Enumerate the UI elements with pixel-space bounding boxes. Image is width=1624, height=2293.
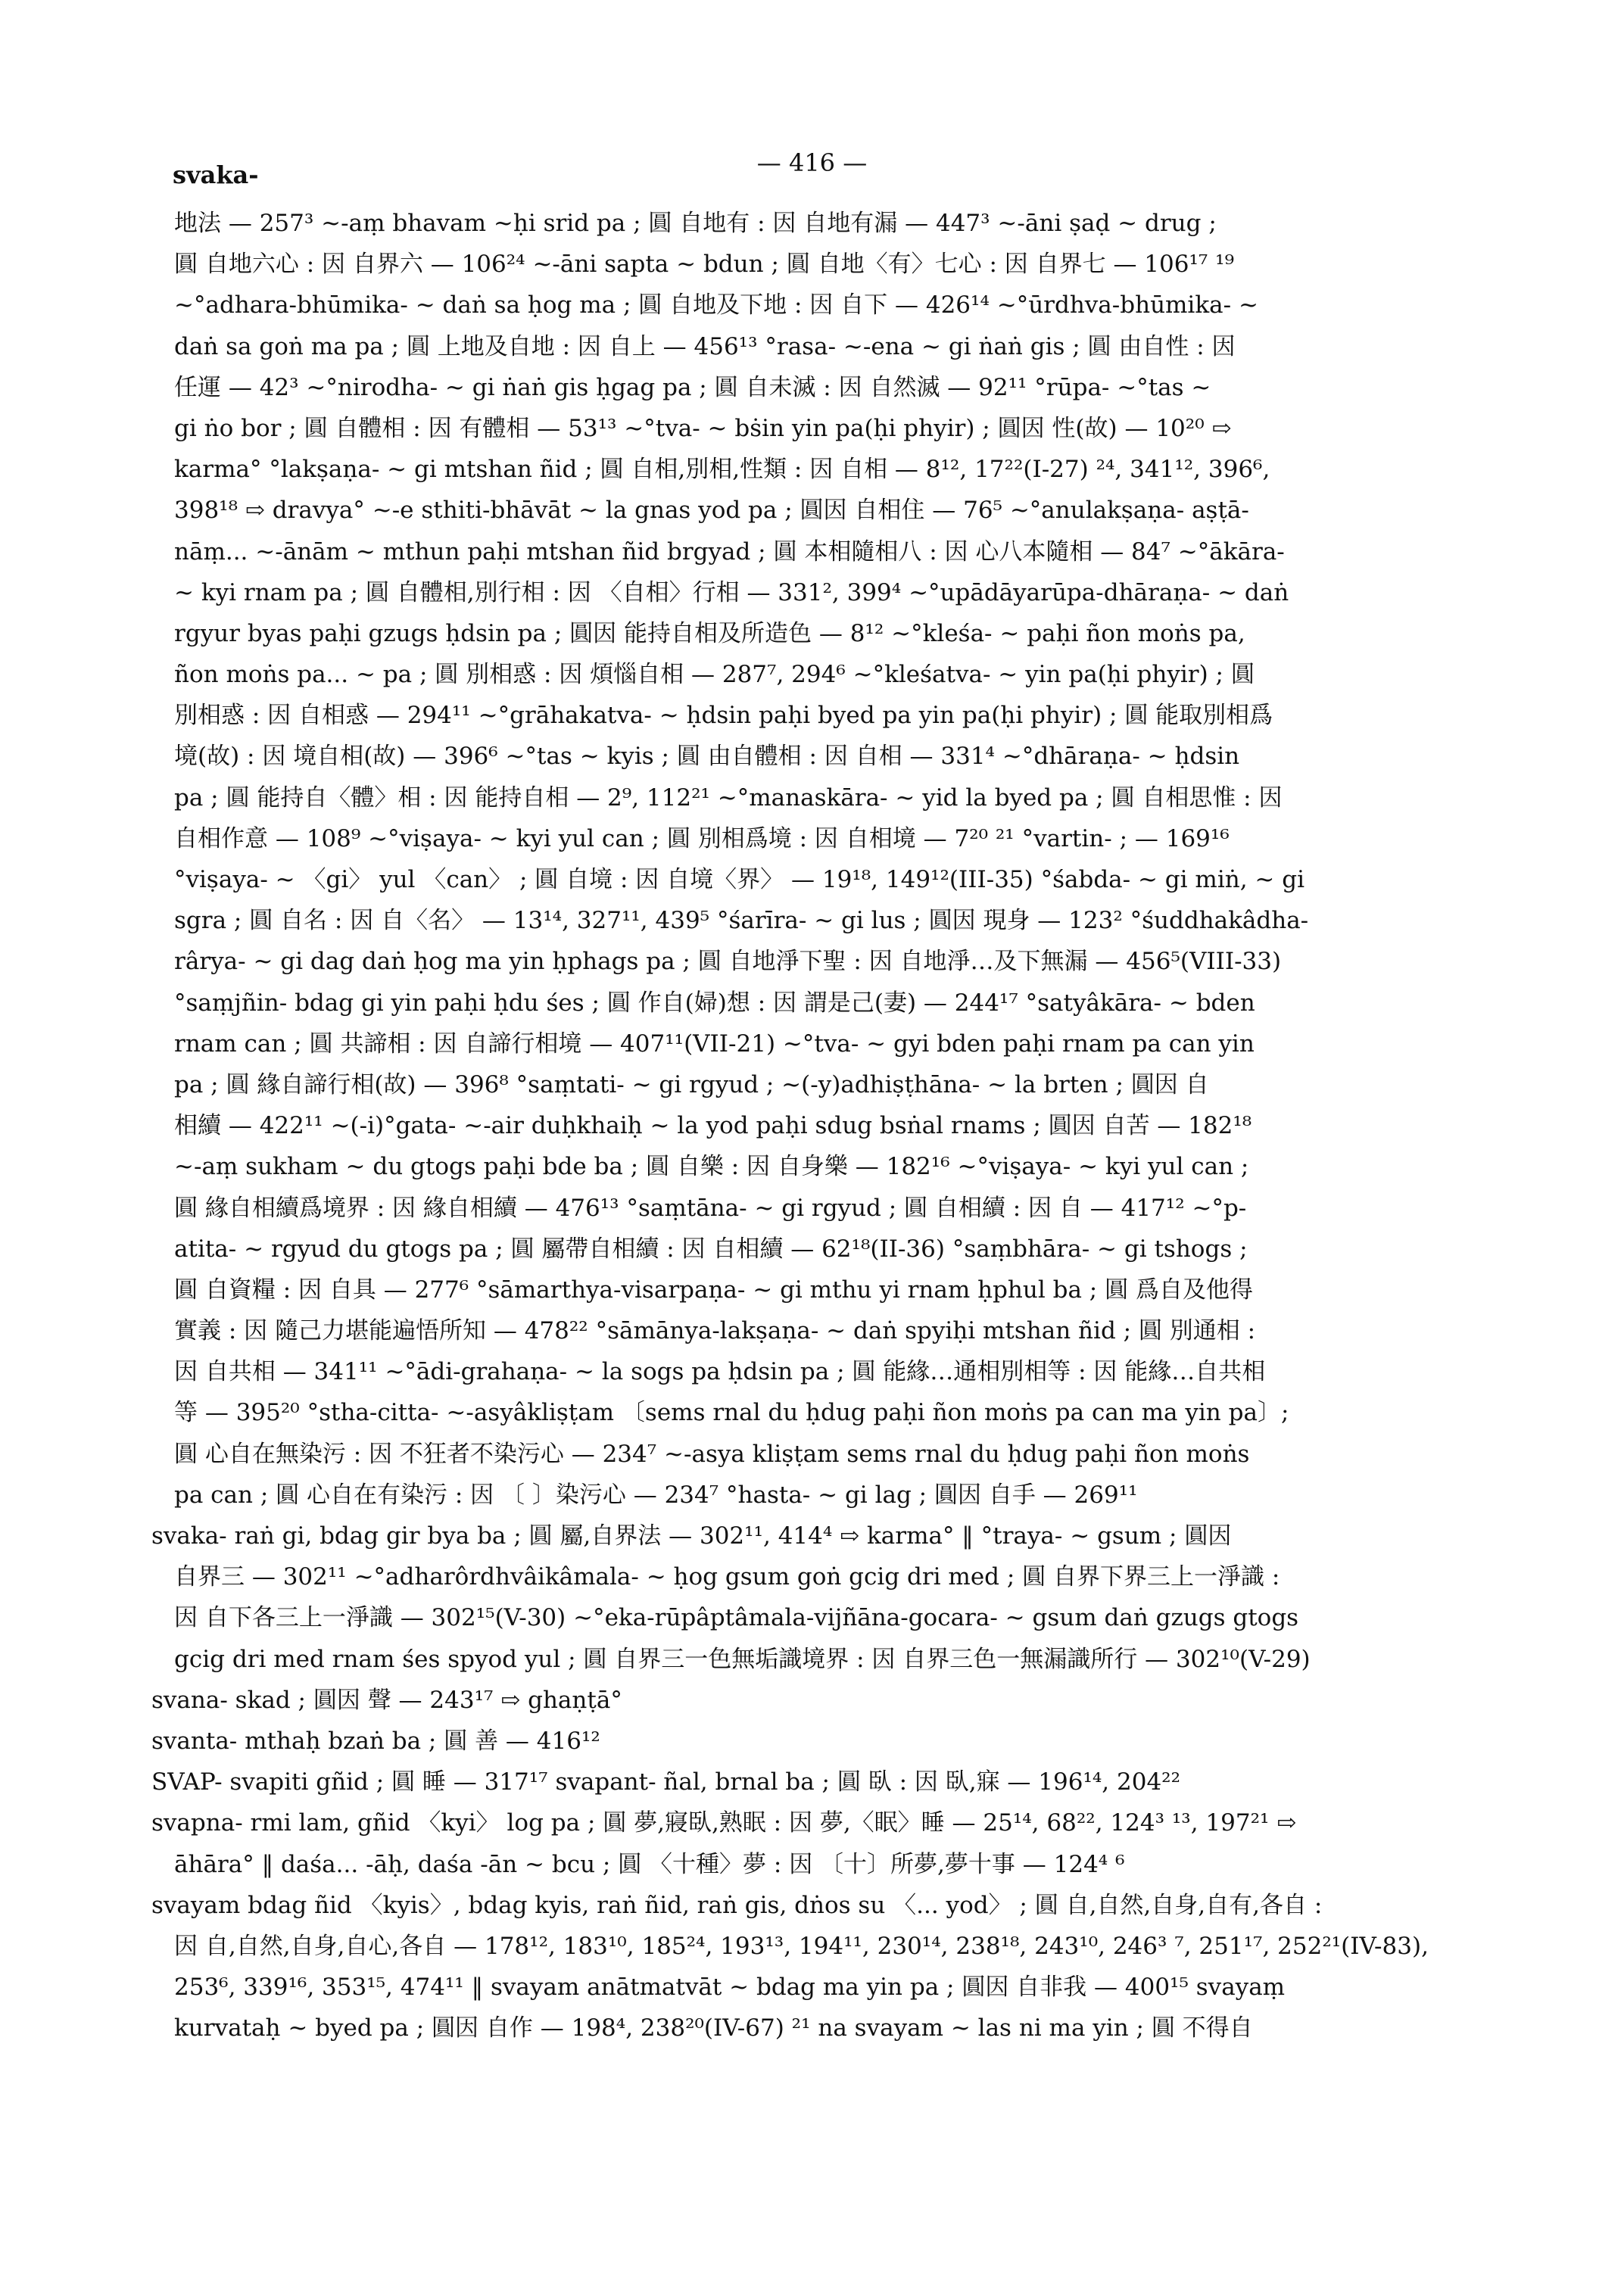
entry-svaka-line: 因 自下各三上一淨識 — 302¹⁵(V-30) ~°eka-rūpâptâmala-vijñāna-gocara- ~ gsum daṅ gzugs gtogs xyxy=(174,1604,1299,1632)
body-line: ~-aṃ sukham ~ du gtogs paḥi bde ba ; 圓 自樂 : 因 自身樂 — 182¹⁶ ~°viṣaya- ~ kyi yul can ; xyxy=(174,1153,1249,1181)
dictionary-body xyxy=(151,203,1499,2048)
body-line: atita- ~ rgyud du gtogs pa ; 圓 屬帶自相續 : 因 自相續 — 62¹⁸(II-36) °saṃbhāra- ~ gi tshogs ; xyxy=(174,1235,1248,1263)
entry-svayam-line: 因 自,自然,自身,自心,各自 — 178¹², 183¹⁰, 185²⁴, 193¹³, 194¹¹, 230¹⁴, 238¹⁸, 243¹⁰, 246³ ⁷, 251¹⁷, 252²¹(IV-83), xyxy=(174,1932,1429,1960)
body-line: rârya- ~ gi dag daṅ ḥog ma yin ḥphags pa ; 圓 自地淨下聖 : 因 自地淨…及下無漏 — 456⁵(VIII-33) xyxy=(174,948,1282,976)
entry-svapna-line: āhāra° ‖ daśa... -āḥ, daśa -ān ~ bcu ; 圓 〈十種〉夢 : 因 〔十〕所夢,夢十事 — 124⁴ ⁶ xyxy=(174,1850,1125,1878)
body-line: 相續 — 422¹¹ ~(-i)°gata- ~-air duḥkhaiḥ ~ la yod paḥi sdug bsṅal rnams ; 圓因 自苦 — 182¹⁸ xyxy=(174,1112,1252,1140)
body-line: nāṃ... ~-ānām ~ mthun paḥi mtshan ñid brgyad ; 圓 本相隨相八 : 因 心八本隨相 — 84⁷ ~°ākāra- xyxy=(174,537,1285,565)
entry-svaka-line: gcig dri med rnam śes spyod yul ; 圓 自界三一色無垢識境界 : 因 自界三色一無漏識所行 — 302¹⁰(V-29) xyxy=(174,1645,1311,1673)
body-line: 圓 自地六心 : 因 自界六 — 106²⁴ ~-āni sapta ~ bdun ; 圓 自地〈有〉七心 : 因 自界七 — 106¹⁷ ¹⁹ xyxy=(174,251,1235,279)
body-line: 實義 : 因 隨己力堪能遍悟所知 — 478²² °sāmānya-lakṣaṇa- ~ daṅ spyiḥi mtshan ñid ; 圓 別通相 : xyxy=(174,1317,1256,1345)
body-line: pa ; 圓 能持自〈體〉相 : 因 能持自相 — 2⁹, 112²¹ ~°manaskāra- ~ yid la byed pa ; 圓 自相思惟 : 因 xyxy=(174,784,1283,812)
body-line: 圓 自資糧 : 因 自具 — 277⁶ °sāmarthya-visarpaṇa- ~ gi mthu yi rnam ḥphul ba ; 圓 爲自及他得 xyxy=(174,1276,1253,1304)
body-line: 地法 — 257³ ~-aṃ bhavam ~ḥi srid pa ; 圓 自地有 : 因 自地有漏 — 447³ ~-āni ṣaḍ ~ drug ; xyxy=(174,210,1217,237)
body-line: pa can ; 圓 心自在有染污 : 因 〔 〕染污心 — 234⁷ °hasta- ~ gi lag ; 圓因 自手 — 269¹¹ xyxy=(174,1481,1138,1509)
entry-svayam-line: 253⁶, 339¹⁶, 353¹⁵, 474¹¹ ‖ svayam anātmatvāt ~ bdag ma yin pa ; 圓因 自非我 — 400¹⁵ svayaṃ xyxy=(174,1974,1286,2002)
body-line: ñon moṅs pa... ~ pa ; 圓 別相惑 : 因 煩惱自相 — 287⁷, 294⁶ ~°kleśatva- ~ yin pa(ḥi phyir) ; 圓 xyxy=(174,661,1255,689)
body-line: 圓 心自在無染污 : 因 不狂者不染污心 — 234⁷ ~-asya kliṣṭam sems rnal du ḥdug paḥi ñon moṅs xyxy=(174,1440,1250,1468)
running-head: svaka- xyxy=(173,160,259,189)
body-line: 境(故) : 因 境自相(故) — 396⁶ ~°tas ~ kyis ; 圓 由自體相 : 因 自相 — 331⁴ ~°dhāraṇa- ~ ḥdsin xyxy=(174,743,1240,771)
body-line: °saṃjñin- bdag gi yin paḥi ḥdu śes ; 圓 作自(婦)想 : 因 謂是己(妻) — 244¹⁷ °satyâkāra- ~ bden xyxy=(174,989,1255,1017)
body-line: 等 — 395²⁰ °stha-citta- ~-asyâkliṣṭam 〔sems rnal du ḥdug paḥi ñon moṅs pa can ma yin pa〕; xyxy=(174,1399,1289,1427)
entry-svanta: svanta- mthaḥ bzaṅ ba ; 圓 善 — 416¹² xyxy=(151,1727,600,1755)
body-line: °viṣaya- ~ 〈gi〉 yul 〈can〉 ; 圓 自境 : 因 自境〈界〉 — 19¹⁸, 149¹²(III-35) °śabda- ~ gi miṅ, ~ gi xyxy=(174,866,1304,893)
entry-svayam-line: kurvataḥ ~ byed pa ; 圓因 自作 — 198⁴, 238²⁰(IV-67) ²¹ na svayam ~ las ni ma yin ; 圓 不得自 xyxy=(174,2014,1253,2042)
body-line: karma° °lakṣaṇa- ~ gi mtshan ñid ; 圓 自相,別相,性類 : 因 自相 — 8¹², 17²²(I-27) ²⁴, 341¹², 396⁶, xyxy=(174,456,1270,484)
body-line: 因 自共相 — 341¹¹ ~°ādi-grahaṇa- ~ la sogs pa ḥdsin pa ; 圓 能緣…通相別相等 : 因 能緣…自共相 xyxy=(174,1358,1266,1386)
body-line: 398¹⁸ ⇨ dravya° ~-e sthiti-bhāvāt ~ la gnas yod pa ; 圓因 自相住 — 76⁵ ~°anulakṣaṇa- aṣṭā- xyxy=(174,497,1249,525)
page-number: — 416 — xyxy=(756,148,868,177)
body-line: 任運 — 42³ ~°nirodha- ~ gi ṅaṅ gis ḥgag pa ; 圓 自未滅 : 因 自然滅 — 92¹¹ °rūpa- ~°tas ~ xyxy=(174,373,1211,401)
body-line: rgyur byas paḥi gzugs ḥdsin pa ; 圓因 能持自相及所造色 — 8¹² ~°kleśa- ~ paḥi ñon moṅs pa, xyxy=(174,619,1245,647)
entry-svana: svana- skad ; 圓因 聲 — 243¹⁷ ⇨ ghaṇṭā° xyxy=(151,1686,622,1714)
body-line: rnam can ; 圓 共諦相 : 因 自諦行相境 — 407¹¹(VII-21) ~°tva- ~ gyi bden paḥi rnam pa can yin xyxy=(174,1030,1255,1058)
entry-svaka-line: 自界三 — 302¹¹ ~°adharôrdhvâikâmala- ~ ḥog gsum goṅ gcig dri med ; 圓 自界下界三上一淨識 : xyxy=(174,1563,1280,1591)
body-line: daṅ sa goṅ ma pa ; 圓 上地及自地 : 因 自上 — 456¹³ °rasa- ~-ena ~ gi ṅaṅ gis ; 圓 由自性 : 因 xyxy=(174,332,1236,360)
entry-svap: SVAP- svapiti gñid ; 圓 睡 — 317¹⁷ svapant- ñal, brnal ba ; 圓 臥 : 因 臥,寐 — 196¹⁴, 204²² xyxy=(151,1768,1181,1796)
body-line: ~ kyi rnam pa ; 圓 自體相,別行相 : 因 〈自相〉行相 — 331², 399⁴ ~°upādāyarūpa-dhāraṇa- ~ daṅ xyxy=(174,578,1289,606)
entry-svaka-headline: svaka- raṅ gi, bdag gir bya ba ; 圓 屬,自界法 — 302¹¹, 414⁴ ⇨ karma° ‖ °traya- ~ gsum ; 圓因 xyxy=(151,1522,1232,1550)
body-line: 別相惑 : 因 自相惑 — 294¹¹ ~°grāhakatva- ~ ḥdsin paḥi byed pa yin pa(ḥi phyir) ; 圓 能取別相爲 xyxy=(174,702,1273,730)
body-line: 圓 緣自相續爲境界 : 因 緣自相續 — 476¹³ °saṃtāna- ~ gi rgyud ; 圓 自相續 : 因 自 — 417¹² ~°p- xyxy=(174,1194,1247,1222)
entry-svayam-headline: svayam bdag ñid 〈kyis〉, bdag kyis, raṅ ñid, raṅ gis, dṅos su 〈... yod〉 ; 圓 自,自然,自身,自有,各自 : xyxy=(151,1891,1323,1919)
body-line: gi ṅo bor ; 圓 自體相 : 因 有體相 — 53¹³ ~°tva- ~ bṡin yin pa(ḥi phyir) ; 圓因 性(故) — 10²⁰ ⇨ xyxy=(174,414,1232,442)
body-line: pa ; 圓 緣自諦行相(故) — 396⁸ °saṃtati- ~ gi rgyud ; ~(-y)adhiṣṭhāna- ~ la brten ; 圓因 自 xyxy=(174,1070,1209,1098)
body-line: ~°adhara-bhūmika- ~ daṅ sa ḥog ma ; 圓 自地及下地 : 因 自下 — 426¹⁴ ~°ūrdhva-bhūmika- ~ xyxy=(174,291,1258,319)
body-line: sgra ; 圓 自名 : 因 自〈名〉 — 13¹⁴, 327¹¹, 439⁵ °śarīra- ~ gi lus ; 圓因 現身 — 123² °śuddhakâdha- xyxy=(174,907,1309,935)
body-line: 自相作意 — 108⁹ ~°viṣaya- ~ kyi yul can ; 圓 別相爲境 : 因 自相境 — 7²⁰ ²¹ °vartin- ; — 169¹⁶ xyxy=(174,824,1230,852)
entry-svapna-headline: svapna- rmi lam, gñid 〈kyi〉 log pa ; 圓 夢,寢臥,熟眠 : 因 夢,〈眠〉睡 — 25¹⁴, 68²², 124³ ¹³, 197²¹ ⇨ xyxy=(151,1809,1297,1837)
